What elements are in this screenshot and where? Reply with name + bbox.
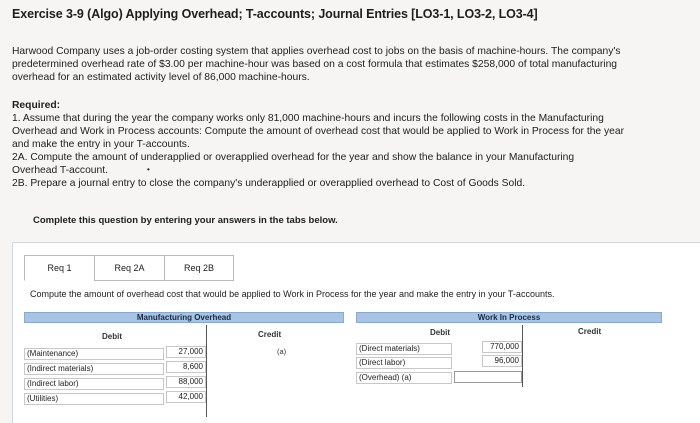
intro-line: Harwood Company uses a job-order costing system that applies overhead cost to jobs on the basis of machine-hours. The company's bbox=[12, 46, 621, 57]
instruction-text: Compute the amount of overhead cost that would be applied to Work in Process for the year and make the entry in your T-accounts. bbox=[30, 289, 555, 299]
work-in-process-t-account bbox=[356, 312, 662, 392]
required-section bbox=[12, 99, 688, 190]
t-account-divider bbox=[522, 325, 523, 387]
debit-row-label[interactable]: (Maintenance) bbox=[24, 348, 164, 360]
credit-label: Credit bbox=[258, 330, 282, 339]
debit-row-label[interactable]: (Indirect labor) bbox=[24, 378, 164, 390]
intro-line: overhead for an estimated activity level of 86,000 machine-hours. bbox=[12, 72, 310, 83]
debit-label: Debit bbox=[102, 332, 122, 341]
required-title: Required: bbox=[12, 100, 61, 111]
tab-req-2a[interactable]: Req 2A bbox=[94, 255, 164, 281]
debit-row-label[interactable]: (Overhead) (a) bbox=[356, 372, 452, 384]
required-line: Overhead and Work in Process accounts: Compute the amount of overhead cost that would be applied to Work in Process for the year bbox=[12, 126, 625, 137]
debit-row-label[interactable]: (Direct labor) bbox=[356, 357, 452, 369]
exercise-title: Exercise 3-9 (Algo) Applying Overhead; T-accounts; Journal Entries [LO3-1, LO3-2, LO3-4] bbox=[12, 7, 538, 21]
debit-label: Debit bbox=[430, 328, 450, 337]
credit-label: Credit bbox=[578, 327, 602, 336]
debit-row-value[interactable]: 8,600 bbox=[166, 361, 206, 373]
debit-row-value[interactable]: 42,000 bbox=[166, 391, 206, 403]
debit-row-value[interactable]: 88,000 bbox=[166, 376, 206, 388]
debit-row-label[interactable]: (Indirect materials) bbox=[24, 363, 164, 375]
debit-row-value[interactable]: 770,000 bbox=[482, 341, 522, 353]
complete-note: Complete this question by entering your answers in the tabs below. bbox=[33, 215, 338, 226]
required-line: 1. Assume that during the year the company works only 81,000 machine-hours and incurs the following costs in the Manufacturing bbox=[12, 113, 604, 124]
debit-row-value[interactable]: 27,000 bbox=[166, 346, 206, 358]
t-account-title: Work In Process bbox=[356, 312, 662, 323]
intro-line: predetermined overhead rate of $3.00 per machine-hour was based on a cost formula that estimates $258,000 of total manufacturing bbox=[12, 59, 618, 70]
tab-req-2b[interactable]: Req 2B bbox=[164, 255, 234, 281]
required-line: 2A. Compute the amount of underapplied or overapplied overhead for the year and show the balance in your Manufacturing bbox=[12, 152, 575, 163]
t-account-divider bbox=[206, 325, 207, 417]
required-line: Overhead T-account. bbox=[12, 165, 108, 176]
problem-intro bbox=[12, 45, 688, 84]
debit-row-label[interactable]: (Direct materials) bbox=[356, 343, 452, 355]
required-line: and make the entry in your T-accounts. bbox=[12, 139, 190, 150]
required-line: 2B. Prepare a journal entry to close the company's underapplied or overapplied overhead to Cost of Goods Sold. bbox=[12, 178, 526, 189]
debit-row-value[interactable]: 96,000 bbox=[482, 355, 522, 367]
t-account-title: Manufacturing Overhead bbox=[24, 312, 344, 323]
credit-note: (a) bbox=[277, 347, 287, 356]
overhead-applied-input[interactable] bbox=[454, 371, 522, 383]
debit-row-label[interactable]: (Utilities) bbox=[24, 393, 164, 405]
bullet-dot: • bbox=[147, 165, 150, 174]
req-tabs bbox=[24, 255, 234, 281]
manufacturing-overhead-t-account bbox=[24, 312, 344, 420]
tab-req-1[interactable]: Req 1 bbox=[24, 255, 94, 281]
